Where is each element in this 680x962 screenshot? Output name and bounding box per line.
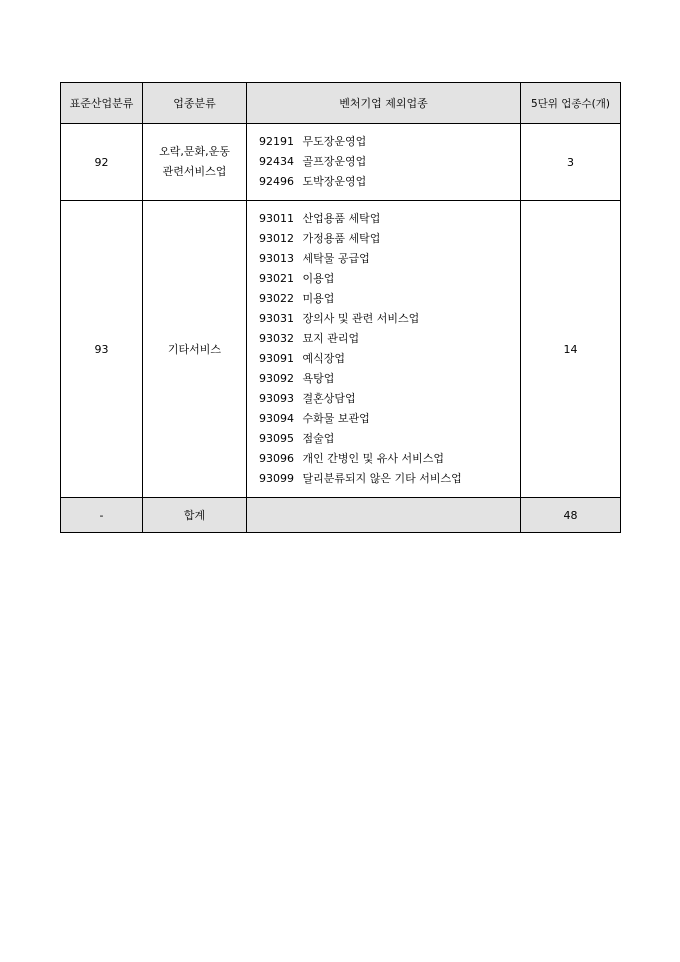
list-item [259, 329, 520, 349]
industry-name: 예식장업 [302, 352, 346, 365]
industry-category: 기타서비스 [143, 201, 247, 498]
table-header-row [61, 83, 621, 124]
list-item [259, 449, 520, 469]
industry-code: 92496 [259, 175, 294, 188]
total-empty-cell [247, 498, 521, 533]
industry-code: 93012 [259, 232, 294, 245]
classification-code: 92 [61, 124, 143, 201]
industry-code: 92434 [259, 155, 294, 168]
list-item [259, 309, 520, 329]
industry-count: 14 [521, 201, 621, 498]
header-industry-category: 업종분류 [143, 83, 247, 124]
list-item [259, 269, 520, 289]
industry-name: 무도장운영업 [302, 135, 367, 148]
industry-category [143, 124, 247, 201]
excluded-industry-list [247, 124, 521, 201]
list-item [259, 469, 520, 489]
industry-code: 93096 [259, 452, 294, 465]
industry-code: 93022 [259, 292, 294, 305]
industry-code: 92191 [259, 135, 294, 148]
industry-name: 결혼상담업 [302, 392, 356, 405]
industry-code: 93011 [259, 212, 294, 225]
industry-code: 93031 [259, 312, 294, 325]
industry-name: 점술업 [302, 432, 335, 445]
industry-code: 93013 [259, 252, 294, 265]
classification-code: 93 [61, 201, 143, 498]
list-item [259, 289, 520, 309]
industry-name: 산업용품 세탁업 [302, 212, 381, 225]
header-standard-classification: 표준산업분류 [61, 83, 143, 124]
industry-name: 도박장운영업 [302, 175, 367, 188]
list-item [259, 132, 520, 152]
industry-code: 93095 [259, 432, 294, 445]
industry-code: 93091 [259, 352, 294, 365]
list-item [259, 349, 520, 369]
industry-code: 93032 [259, 332, 294, 345]
table-row [61, 124, 621, 201]
total-label: 합계 [143, 498, 247, 533]
total-row [61, 498, 621, 533]
list-item [259, 369, 520, 389]
category-line: 관련서비스업 [162, 165, 227, 178]
industry-name: 달리분류되지 않은 기타 서비스업 [302, 472, 462, 485]
industry-name: 가정용품 세탁업 [302, 232, 381, 245]
table-row [61, 201, 621, 498]
header-five-digit-count: 5단위 업종수(개) [521, 83, 621, 124]
list-item [259, 409, 520, 429]
industry-code: 93094 [259, 412, 294, 425]
industry-code: 93092 [259, 372, 294, 385]
list-item [259, 152, 520, 172]
list-item [259, 389, 520, 409]
total-code: - [61, 498, 143, 533]
industry-name: 이용업 [302, 272, 335, 285]
industry-code: 93093 [259, 392, 294, 405]
industry-code: 93021 [259, 272, 294, 285]
header-excluded-industries: 벤처기업 제외업종 [247, 83, 521, 124]
industry-code: 93099 [259, 472, 294, 485]
list-item [259, 429, 520, 449]
industry-name: 수화물 보관업 [302, 412, 370, 425]
industry-name: 개인 간병인 및 유사 서비스업 [302, 452, 444, 465]
excluded-industries-table [60, 82, 621, 533]
category-line: 오락,문화,운동 [159, 145, 230, 158]
total-count: 48 [521, 498, 621, 533]
list-item [259, 229, 520, 249]
list-item [259, 172, 520, 192]
excluded-industry-list [247, 201, 521, 498]
industry-name: 미용업 [302, 292, 335, 305]
industry-count: 3 [521, 124, 621, 201]
industry-name: 골프장운영업 [302, 155, 367, 168]
industry-name: 장의사 및 관련 서비스업 [302, 312, 420, 325]
industry-name: 묘지 관리업 [302, 332, 360, 345]
list-item [259, 249, 520, 269]
industry-name: 욕탕업 [302, 372, 335, 385]
industry-name: 세탁물 공급업 [302, 252, 370, 265]
list-item [259, 209, 520, 229]
